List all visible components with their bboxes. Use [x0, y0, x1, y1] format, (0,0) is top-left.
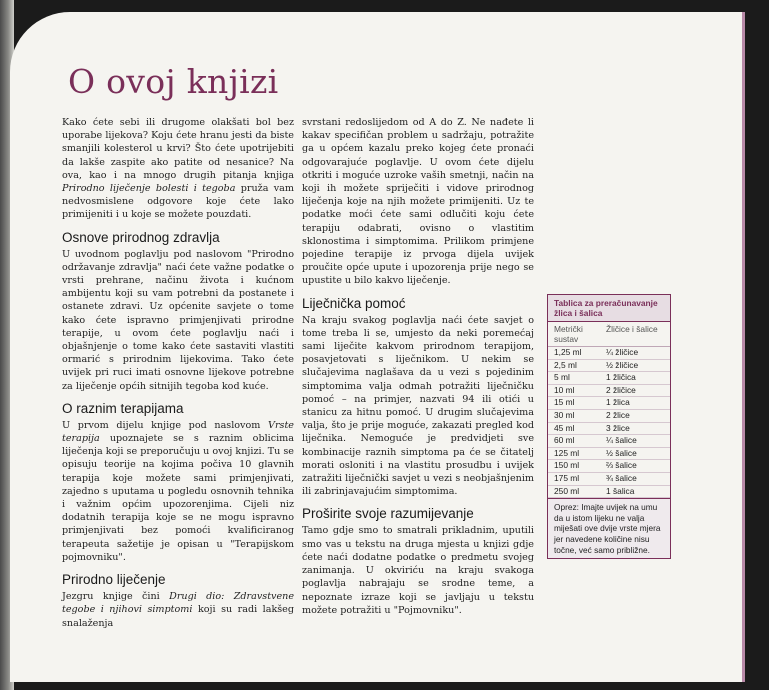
- paragraph-text: koji su radi lakšeg snalaženja: [62, 604, 294, 629]
- intro-paragraph: [62, 116, 294, 222]
- conversion-table-box: [547, 294, 671, 559]
- cell-spoons: 2 žlice: [606, 409, 630, 420]
- cell-metric: 150 ml: [554, 460, 580, 471]
- paragraph-text: upoznajete se s raznim oblicima liječenja koji se preporučuju u ovoj knjizi. Tu se opisuju teorije na kojima počiva 10 glavnih terapija koje možete sami primjenjivati, zajedno s uputama u pogledu osnovnih tehnika i važnim općim upozorenjima. Cijeli niz dodatnih terapija koje se ne mogu ispravno primjenjivati bez pomoći kvalificiranog terapeuta sažetije je opisan u "Terapijskom pojmovniku".: [62, 433, 294, 563]
- paragraph-text: Jezgru knjige čini: [62, 591, 170, 603]
- cell-metric: 125 ml: [554, 447, 580, 458]
- table-row: [548, 347, 670, 360]
- cell-spoons: 1 žličica: [606, 372, 636, 383]
- page-title: O ovoj knjizi: [68, 62, 279, 101]
- section-paragraph: Na kraju svakog poglavlja naći ćete savjet o tome treba li se, umjesto da neki poremećaj sami liječite kakvom prirodnom terapijom, posavjetovati s liječnikom. U nekim se slučajevima naglašava da u vezi s pojedinim simptomima valja odmah potražiti liječničku pomoć – na primjer, nazvati 94 ili otići u stanicu za hitnu pomoć. U drugim slučajevima valja, što je prije moguće, zakazati pregled kod liječnika. Nemoguće je predvidjeti sve kombinacije raznih simptoma pa će se čitatelj morati osloniti i na vlastitu prosudbu i uvijek zatražiti liječnički savjet u vezi s neobjašnjenim ili zabrinjavajućim simptomima.: [302, 314, 534, 498]
- cell-spoons: ½ šalice: [606, 447, 637, 458]
- table-row: [548, 397, 670, 410]
- table-row: [548, 448, 670, 461]
- section-heading: Proširite svoje razumijevanje: [302, 506, 474, 522]
- table-row: [548, 435, 670, 448]
- text-column-left: [62, 116, 294, 630]
- cell-metric: 175 ml: [554, 472, 580, 483]
- caution-note: Oprez: Imajte uvijek na umu da u istom lijeku ne valja miješati ove dvije vrste mjera jer navedene količine nisu točne, već samo približne.: [548, 498, 670, 558]
- book-page: [10, 12, 745, 682]
- paragraph-text: U prvom dijelu knjige pod naslovom: [62, 419, 269, 431]
- cell-spoons: ⅔ šalice: [606, 460, 637, 471]
- cell-metric: 10 ml: [554, 384, 575, 395]
- column-header-metric: Metrički sustav: [554, 324, 583, 344]
- conversion-table-header: [548, 322, 670, 347]
- table-row: [548, 385, 670, 398]
- section-heading: Prirodno liječenje: [62, 572, 166, 588]
- table-row: [548, 423, 670, 436]
- intro-text-end: pruža vam nedvosmislene odgovore koje ćete lako primijeniti i u koje se možete pouzdati.: [62, 183, 294, 221]
- cell-metric: 1,25 ml: [554, 347, 582, 357]
- table-row: [548, 473, 670, 486]
- cell-spoons: 3 žlice: [606, 422, 630, 433]
- cell-spoons: ½ žličice: [606, 359, 639, 370]
- cell-metric: 30 ml: [554, 409, 575, 420]
- intro-book-title: Prirodno liječenje bolesti i tegoba: [62, 183, 236, 195]
- continuation-paragraph: svrstani redoslijedom od A do Z. Ne nađete li kakav specifičan problem u sadržaju, potražite ga u općem kazalu preko kojeg ćete pronaći odgovarajuće poglavlje. U ovom ćete dijelu otkriti i moguće uzroke vaših smetnji, način na koji ih možete spriječiti i vidove prirodnog liječenja koje na njih možete primijeniti. Uz te podatke moći ćete sami odlučiti koju ćete terapiju odabrati, ovisno o vlastitim sklonostima i simptomima. Prilikom primjene pojedine terapije iz prvoga dijela uvijek proučite opće upute i upozorenja prije nego se upustite u bilo kakvo liječenje.: [302, 117, 534, 287]
- table-row: [548, 372, 670, 385]
- cell-spoons: 1 šalica: [606, 485, 635, 496]
- table-row: [548, 486, 670, 499]
- emphasis-text: Vrste terapija: [62, 419, 294, 445]
- cell-metric: 45 ml: [554, 422, 575, 433]
- section-paragraph: [62, 419, 294, 564]
- cell-spoons: ¾ šalice: [606, 472, 637, 483]
- cell-metric: 15 ml: [554, 397, 575, 408]
- section-heading: Liječnička pomoć: [302, 295, 406, 311]
- cell-spoons: 2 žličice: [606, 384, 636, 395]
- cell-metric: 5 ml: [554, 372, 570, 383]
- section-paragraph: Tamo gdje smo to smatrali prikladnim, uputili smo vas u tekstu na druga mjesta u knjizi gdje ćete naći dodatne podatke o predmetu svojeg zanimanja. U okviriću na kraju svakoga poglavlja nabrajaju se srodne teme, a nepoznate izraze koji se javljaju u tekstu možete potražiti u "Pojmovniku".: [302, 525, 534, 616]
- table-row: [548, 410, 670, 423]
- text-column-right: [302, 116, 534, 617]
- section-heading: Osnove prirodnog zdravlja: [62, 229, 220, 245]
- cell-metric: 250 ml: [554, 485, 580, 496]
- column-header-spoons: Žličice i šalice: [606, 324, 658, 334]
- section-heading: O raznim terapijama: [62, 400, 184, 416]
- cell-metric: 60 ml: [554, 435, 575, 446]
- section-paragraph: [62, 590, 294, 630]
- cell-metric: 2,5 ml: [554, 359, 577, 370]
- table-row: [548, 460, 670, 473]
- cell-spoons: ¼ žličice: [606, 347, 639, 357]
- section-paragraph: U uvodnom poglavlju pod naslovom "Prirodno održavanje zdravlja" naći ćete važne podatke o vrsti prehrane, načinu života i kućnom ambijentu koji su vam potrebni da postanete i ostanete zdravi. Uz općenite savjete o tome kako ćete ispravno primjenjivati prirodne terapije, u ovom ćete poglavlju naći i objašnjenje o tome kako ćete sastaviti vlastiti ormarić s prirodnim lijekovima. Tako ćete uvijek pri ruci imati osnovne lijekove potrebne za liječenje općih sitnijih tegoba kod kuće.: [62, 248, 294, 392]
- emphasis-text: Drugi dio: Zdravstvene tegobe i njihovi simptomi: [62, 591, 294, 616]
- conversion-table-title: Tablica za preračunavanje žlica i šalica: [548, 295, 670, 322]
- table-row: [548, 360, 670, 373]
- intro-text: Kako ćete sebi ili drugome olakšati bol bez uporabe lijekova? Koju ćete hranu jesti da biste smanjili kolesterol u krvi? Što ćete upotrijebiti da lakše zaspite ako patite od nesanice? Na ova, kao i na mnogo drugih pitanja knjiga: [62, 117, 294, 181]
- conversion-table-body: [548, 347, 670, 498]
- cell-spoons: 1 žlica: [606, 397, 630, 408]
- cell-spoons: ¼ šalice: [606, 435, 637, 446]
